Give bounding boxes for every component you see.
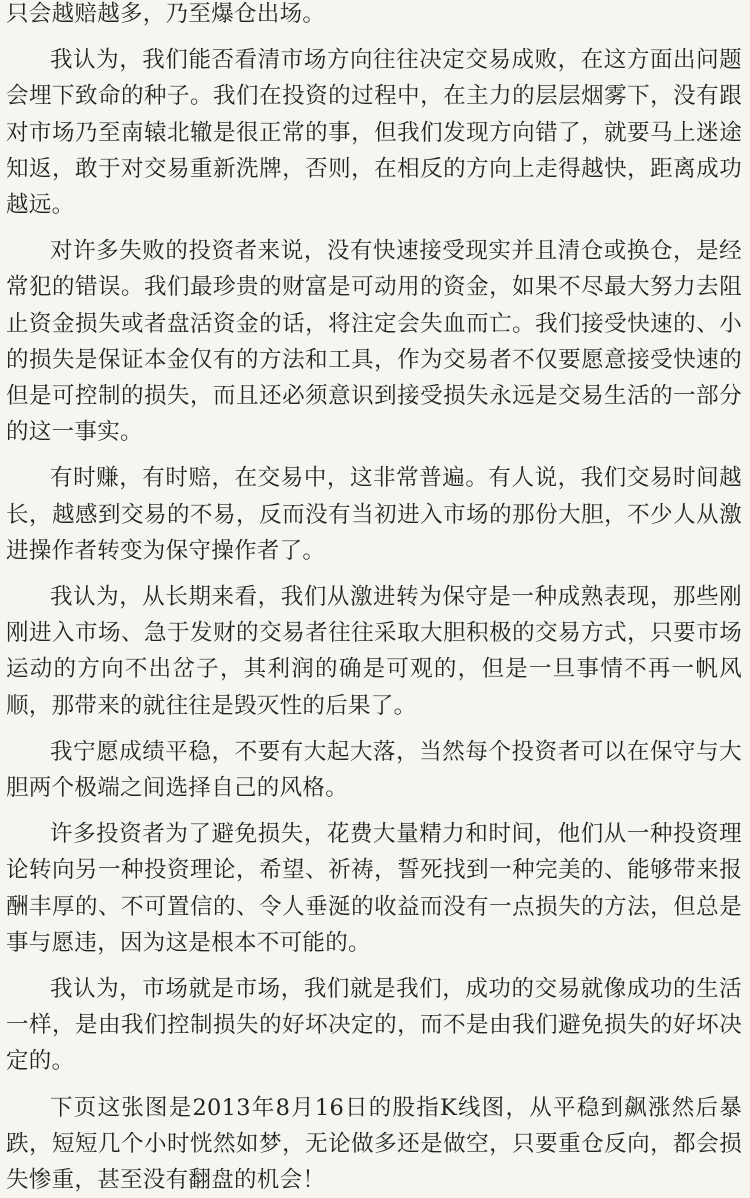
paragraph-steady-results: 我宁愿成绩平稳，不要有大起大落，当然每个投资者可以在保守与大胆两个极端之间选择自己的风格。 — [6, 738, 742, 802]
paragraph-accept-losses: 对许多失败的投资者来说，没有快速接受现实并且清仓或换仓，是经常犯的错误。我们最珍贵的财富是可动用的资金，如果不尽最大努力去阻止资金损失或者盘活资金的话，将注定会失血而亡。我们接受快速的、小的损失是保证本金仅有的方法和工具，作为交易者不仅要愿意接受快速的但是可控制的损失，而且还必须意识到接受损失永远是交易生活的一部分的这一事实。 — [6, 238, 742, 446]
paragraph-continuation: 只会越赔越多，乃至爆仓出场。 — [6, 1, 326, 27]
paragraph-market-is-market: 我认为，市场就是市场，我们就是我们，成功的交易就像成功的生活一样，是由我们控制损失的好坏决定的，而不是由我们避免损失的好坏决定的。 — [6, 976, 742, 1075]
paragraph-market-direction: 我认为，我们能否看清市场方向往往决定交易成败，在这方面出问题会埋下致命的种子。我们在投资的过程中，在主力的层层烟雾下，没有跟对市场乃至南辕北辙是很正常的事，但我们发现方向错了，就要马上迷途知返，敢于对交易重新洗牌，否则，在相反的方向上走得越快，距离成功越远。 — [6, 47, 742, 219]
paragraph-aggressive-to-conservative: 我认为，从长期来看，我们从激进转为保守是一种成熟表现，那些刚刚进入市场、急于发财的交易者往往采取大胆积极的交易方式，只要市场运动的方向不出岔子，其利润的确是可观的，但是一旦事情不再一帆风顺，那带来的就往往是毁灭性的后果了。 — [6, 584, 742, 719]
paragraph-avoid-losses: 许多投资者为了避免损失，花费大量精力和时间，他们从一种投资理论转向另一种投资理论，希望、祈祷，誓死找到一种完美的、能够带来报酬丰厚的、不可置信的、令人垂涎的收益而没有一点损失的方法，但总是事与愿违，因为这是根本不可能的。 — [6, 821, 742, 956]
paragraph-next-page-chart: 下页这张图是2013年8月16日的股指K线图，从平稳到飙涨然后暴跌，短短几个小时恍然如梦，无论做多还是做空，只要重仓反向，都会损失惨重，甚至没有翻盘的机会！ — [6, 1094, 742, 1194]
paragraph-win-lose: 有时赚，有时赔，在交易中，这非常普遍。有人说，我们交易时间越长，越感到交易的不易，反而没有当初进入市场的那份大胆，不少人从激进操作者转变为保守操作者了。 — [6, 465, 742, 564]
